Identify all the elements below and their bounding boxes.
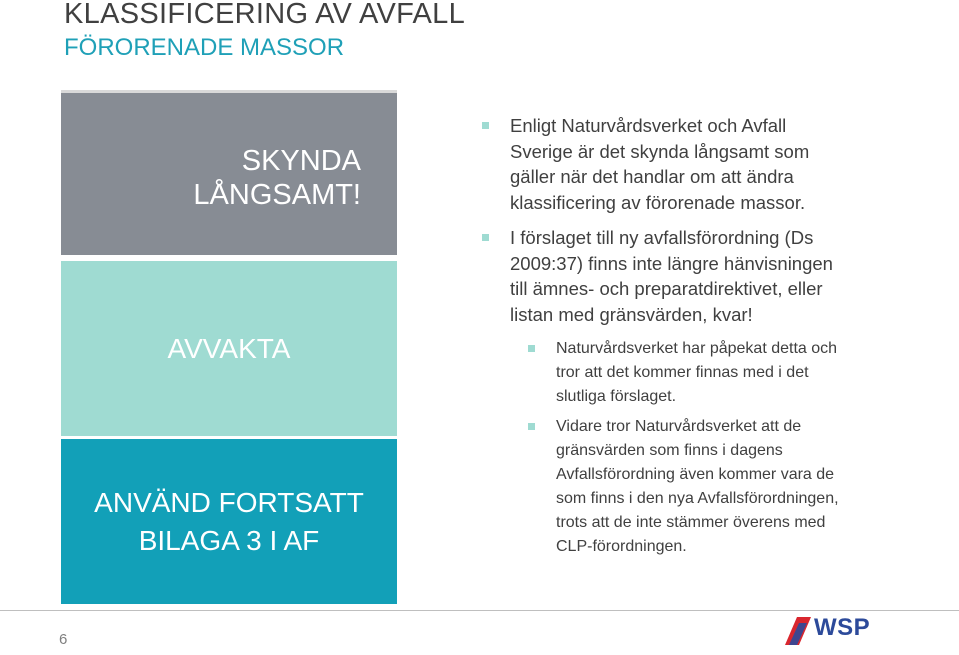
square-bullet-icon — [528, 423, 535, 430]
bullet-line: gränsvärden som finns i dagens — [556, 442, 783, 459]
bullet-line: till ämnes- och preparatdirektivet, eller — [510, 278, 823, 299]
slide-title: KLASSIFICERING AV AVFALL — [64, 0, 466, 30]
box-avvakta — [61, 258, 397, 436]
bullet-line: I förslaget till ny avfallsförordning (Ds — [510, 227, 814, 248]
bullet-line: Vidare tror Naturvårdsverket att de — [556, 418, 802, 435]
sub-bullet-item — [478, 337, 948, 409]
slide-subtitle: FÖRORENADE MASSOR — [64, 34, 345, 61]
bullet-line: 2009:37) finns inte längre hänvisningen — [510, 252, 833, 274]
sub-bullet-item — [478, 415, 948, 559]
box-continue-line2: BILAGA 3 I AF — [138, 524, 320, 556]
bullet-line: som finns i den nya Avfallsförordningen, — [556, 490, 839, 507]
bullet-line: Avfallsförordning även kommer vara de — [556, 466, 835, 483]
bullet-line: CLP-förordningen. — [556, 538, 687, 555]
bullet-item — [478, 225, 948, 327]
bullet-line: Sverige är det skynda långsamt som — [510, 140, 810, 162]
bullet-list — [478, 113, 948, 565]
box-skynda-langsamt — [61, 90, 397, 255]
page-number: 6 — [59, 631, 68, 648]
square-bullet-icon — [482, 234, 489, 241]
bullet-line: listan med gränsvärden, kvar! — [510, 303, 753, 325]
box-continue-line1: ANVÄND FORTSATT — [94, 486, 364, 518]
bullet-line: slutliga förslaget. — [556, 388, 677, 405]
bullet-item — [478, 113, 948, 215]
square-bullet-icon — [482, 122, 489, 129]
bullet-line: trots att de inte stämmer överens med — [556, 514, 826, 531]
bullet-line: klassificering av förorenade massor. — [510, 191, 806, 213]
box-slow-line2: LÅNGSAMT! — [193, 179, 361, 211]
bullet-line: Naturvårdsverket har påpekat detta och — [556, 340, 838, 357]
bullet-line: Enligt Naturvårdsverket och Avfall — [510, 115, 787, 136]
box-slow-line1: SKYNDA — [241, 145, 361, 177]
box-wait-label: AVVAKTA — [167, 332, 291, 364]
square-bullet-icon — [528, 345, 535, 352]
box-anvand-fortsatt — [61, 436, 397, 604]
bullet-line: gäller när det handlar om att ändra — [510, 166, 794, 187]
wsp-logo-text: WSP — [814, 614, 871, 641]
bullet-line: tror att det kommer finnas med i det — [556, 364, 809, 381]
